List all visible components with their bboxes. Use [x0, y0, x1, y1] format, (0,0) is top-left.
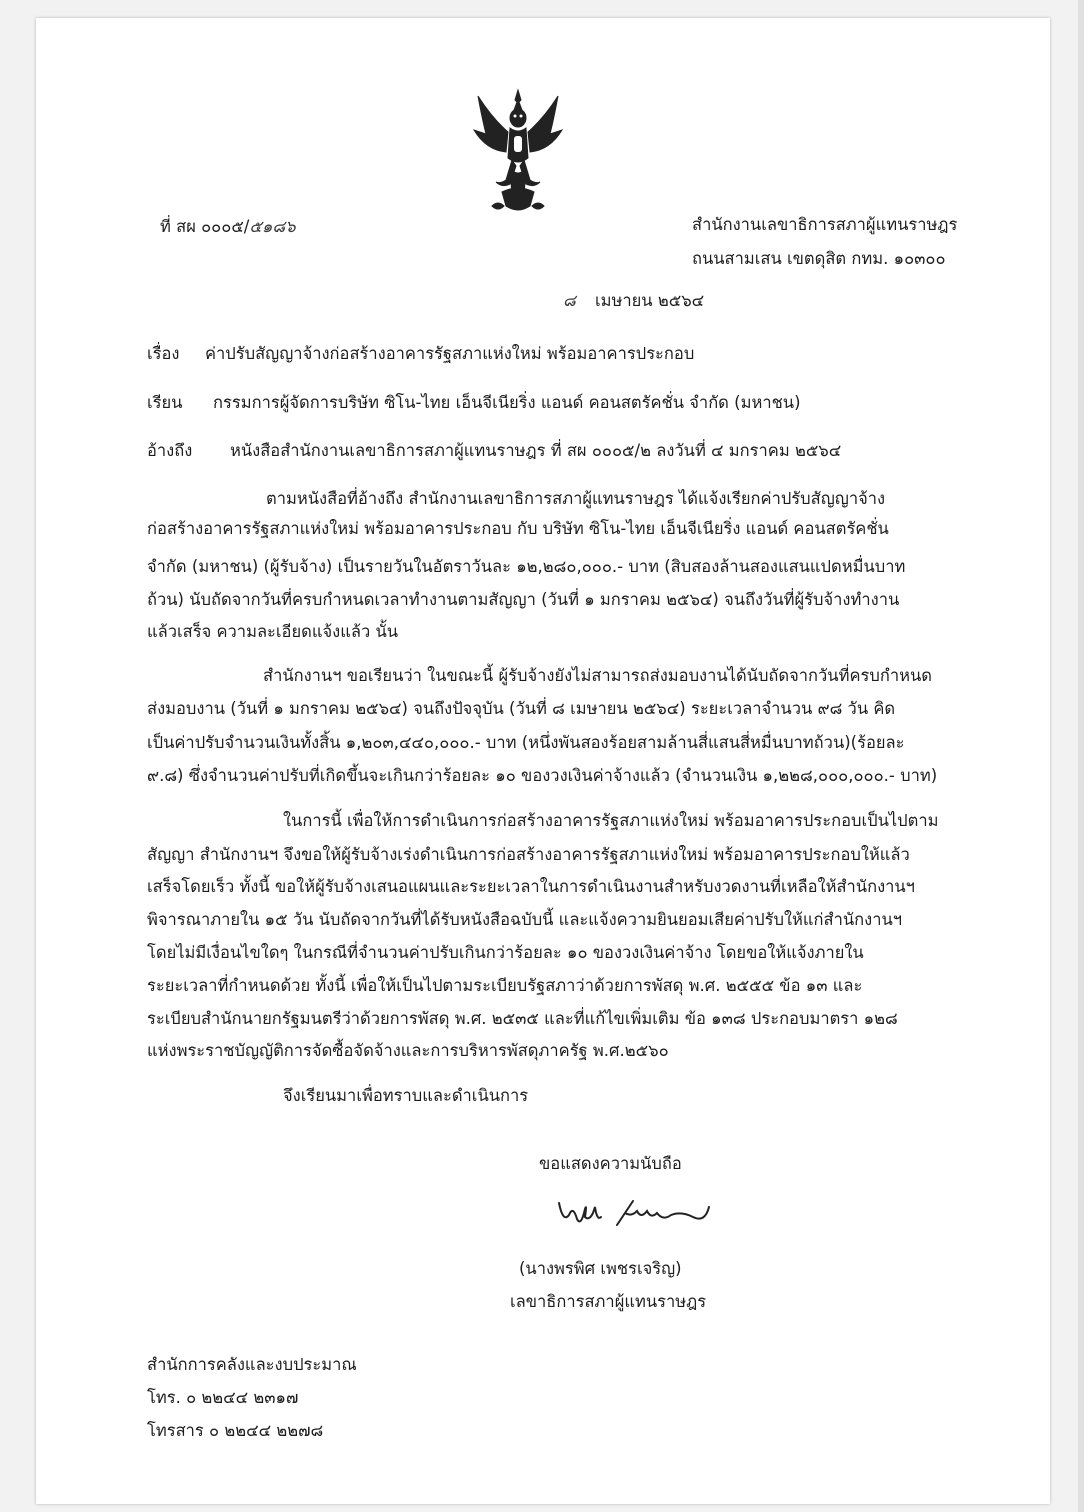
footer-tel: โทร. ๐ ๒๒๔๔ ๒๓๑๗ — [147, 1388, 299, 1407]
paragraph-line: โดยไม่มีเงื่อนไขใดๆ ในกรณีที่จำนวนค่าปรับเกินกว่าร้อยละ ๑๐ ของวงเงินค่าจ้าง โดยขอให้แจ้งภายใน — [147, 943, 864, 962]
paragraph-line: ก่อสร้างอาคารรัฐสภาแห่งใหม่ พร้อมอาคารประกอบ กับ บริษัท ซิโน-ไทย เอ็นจีเนียริ่ง แอนด์ คอนสตรัคชั่น — [147, 519, 889, 538]
to-text: กรรมการผู้จัดการบริษัท ซิโน-ไทย เอ็นจีเนียริ่ง แอนด์ คอนสตรัคชั่น จำกัด (มหาชน) — [213, 393, 801, 412]
valediction: ขอแสดงความนับถือ — [539, 1154, 682, 1173]
office-name: สำนักงานเลขาธิการสภาผู้แทนราษฎร — [692, 215, 958, 234]
paragraph-line: ๙.๘) ซึ่งจำนวนค่าปรับที่เกิดขึ้นจะเกินกว่าร้อยละ ๑๐ ของวงเงินค่าจ้างแล้ว (จำนวนเงิน ๑,๒๒๘,๐๐๐,๐๐๐.- บาท) — [147, 766, 938, 785]
letter-date — [563, 290, 704, 312]
page-edge-shadow — [1078, 0, 1084, 1512]
reference-number — [160, 216, 296, 238]
paragraph-line: ระเบียบสำนักนายกรัฐมนตรีว่าด้วยการพัสดุ พ.ศ. ๒๕๓๕ และที่แก้ไขเพิ่มเติม ข้อ ๑๓๘ ประกอบมาตรา ๑๒๘ — [147, 1009, 898, 1028]
paragraph-line: แล้วเสร็จ ความละเอียดแจ้งแล้ว นั้น — [147, 622, 399, 641]
reference-number-handwritten: ๕๑๘๖ — [249, 217, 296, 236]
paragraph-line: พิจารณาภายใน ๑๕ วัน นับถัดจากวันที่ได้รับหนังสือฉบับนี้ และแจ้งความยินยอมเสียค่าปรับให้แก่สำนักงานฯ — [147, 910, 903, 929]
paragraph-line: เป็นค่าปรับจำนวนเงินทั้งสิ้น ๑,๒๐๓,๔๔๐,๐๐๐.- บาท (หนึ่งพันสองร้อยสามล้านสี่แสนสี่หมื่นบาทถ้วน)(ร้อยละ — [147, 733, 905, 752]
footer-fax: โทรสาร ๐ ๒๒๔๔ ๒๒๗๘ — [147, 1421, 324, 1440]
footer-unit: สำนักการคลังและงบประมาณ — [147, 1355, 357, 1374]
letter-page — [36, 18, 1050, 1504]
subject-text: ค่าปรับสัญญาจ้างก่อสร้างอาคารรัฐสภาแห่งใหม่ พร้อมอาคารประกอบ — [205, 344, 695, 363]
paragraph-line: ถ้วน) นับถัดจากวันที่ครบกำหนดเวลาทำงานตามสัญญา (วันที่ ๑ มกราคม ๒๕๖๔) จนถึงวันที่ผู้รับจ้างทำงาน — [147, 590, 900, 609]
paragraph-line: ตามหนังสือที่อ้างถึง สำนักงานเลขาธิการสภาผู้แทนราษฎร ได้แจ้งเรียกค่าปรับสัญญาจ้าง — [266, 489, 886, 508]
paragraph-line: ส่งมอบงาน (วันที่ ๑ มกราคม ๒๕๖๔) จนถึงปัจจุบัน (วันที่ ๘ เมษายน ๒๕๖๔) ระยะเวลาจำนวน ๙๘ วัน คิด — [147, 699, 896, 718]
paragraph-line: แห่งพระราชบัญญัติการจัดซื้อจัดจ้างและการบริหารพัสดุภาครัฐ พ.ศ.๒๕๖๐ — [147, 1041, 669, 1060]
closing-line: จึงเรียนมาเพื่อทราบและดำเนินการ — [283, 1086, 529, 1105]
paragraph-line: เสร็จโดยเร็ว ทั้งนี้ ขอให้ผู้รับจ้างเสนอแผนและระยะเวลาในการดำเนินงานสำหรับงวดงานที่เหลือให้สำนักงานฯ — [147, 877, 915, 896]
to-label: เรียน — [147, 393, 183, 412]
date-month-year: เมษายน ๒๕๖๔ — [594, 291, 705, 310]
paragraph-line: ระยะเวลาที่กำหนดด้วย ทั้งนี้ เพื่อให้เป็นไปตามระเบียบรัฐสภาว่าด้วยการพัสดุ พ.ศ. ๒๕๕๕ ข้อ ๑๓ และ — [147, 976, 863, 995]
reference-label: อ้างถึง — [147, 441, 193, 460]
office-address: ถนนสามเสน เขตดุสิต กทม. ๑๐๓๐๐ — [692, 249, 946, 268]
paragraph-line: จำกัด (มหาชน) (ผู้รับจ้าง) เป็นรายวันในอัตราวันละ ๑๒,๒๘๐,๐๐๐.- บาท (สิบสองล้านสองแสนแปดหมื่นบาท — [147, 557, 906, 576]
paragraph-line: ในการนี้ เพื่อให้การดำเนินการก่อสร้างอาคารรัฐสภาแห่งใหม่ พร้อมอาคารประกอบเป็นไปตาม — [283, 811, 939, 830]
signer-name: (นางพรพิศ เพชรเจริญ) — [519, 1259, 682, 1278]
signer-title: เลขาธิการสภาผู้แทนราษฎร — [510, 1292, 707, 1311]
paragraph-line: สำนักงานฯ ขอเรียนว่า ในขณะนี้ ผู้รับจ้างยังไม่สามารถส่งมอบงานได้นับถัดจากวันที่ครบกำหนด — [263, 666, 932, 685]
signature-icon — [555, 1195, 715, 1231]
date-day-handwritten: ๘ — [563, 291, 576, 310]
paragraph-line: สัญญา สำนักงานฯ จึงขอให้ผู้รับจ้างเร่งดำเนินการก่อสร้างอาคารรัฐสภาแห่งใหม่ พร้อมอาคารประกอบให้แล้ว — [147, 845, 910, 864]
garuda-emblem-icon — [472, 88, 564, 228]
reference-prefix: ที่ สผ ๐๐๐๕/ — [160, 217, 250, 236]
reference-text: หนังสือสำนักงานเลขาธิการสภาผู้แทนราษฎร ที่ สผ ๐๐๐๕/๒ ลงวันที่ ๔ มกราคม ๒๕๖๔ — [230, 441, 842, 460]
subject-label: เรื่อง — [147, 344, 180, 363]
